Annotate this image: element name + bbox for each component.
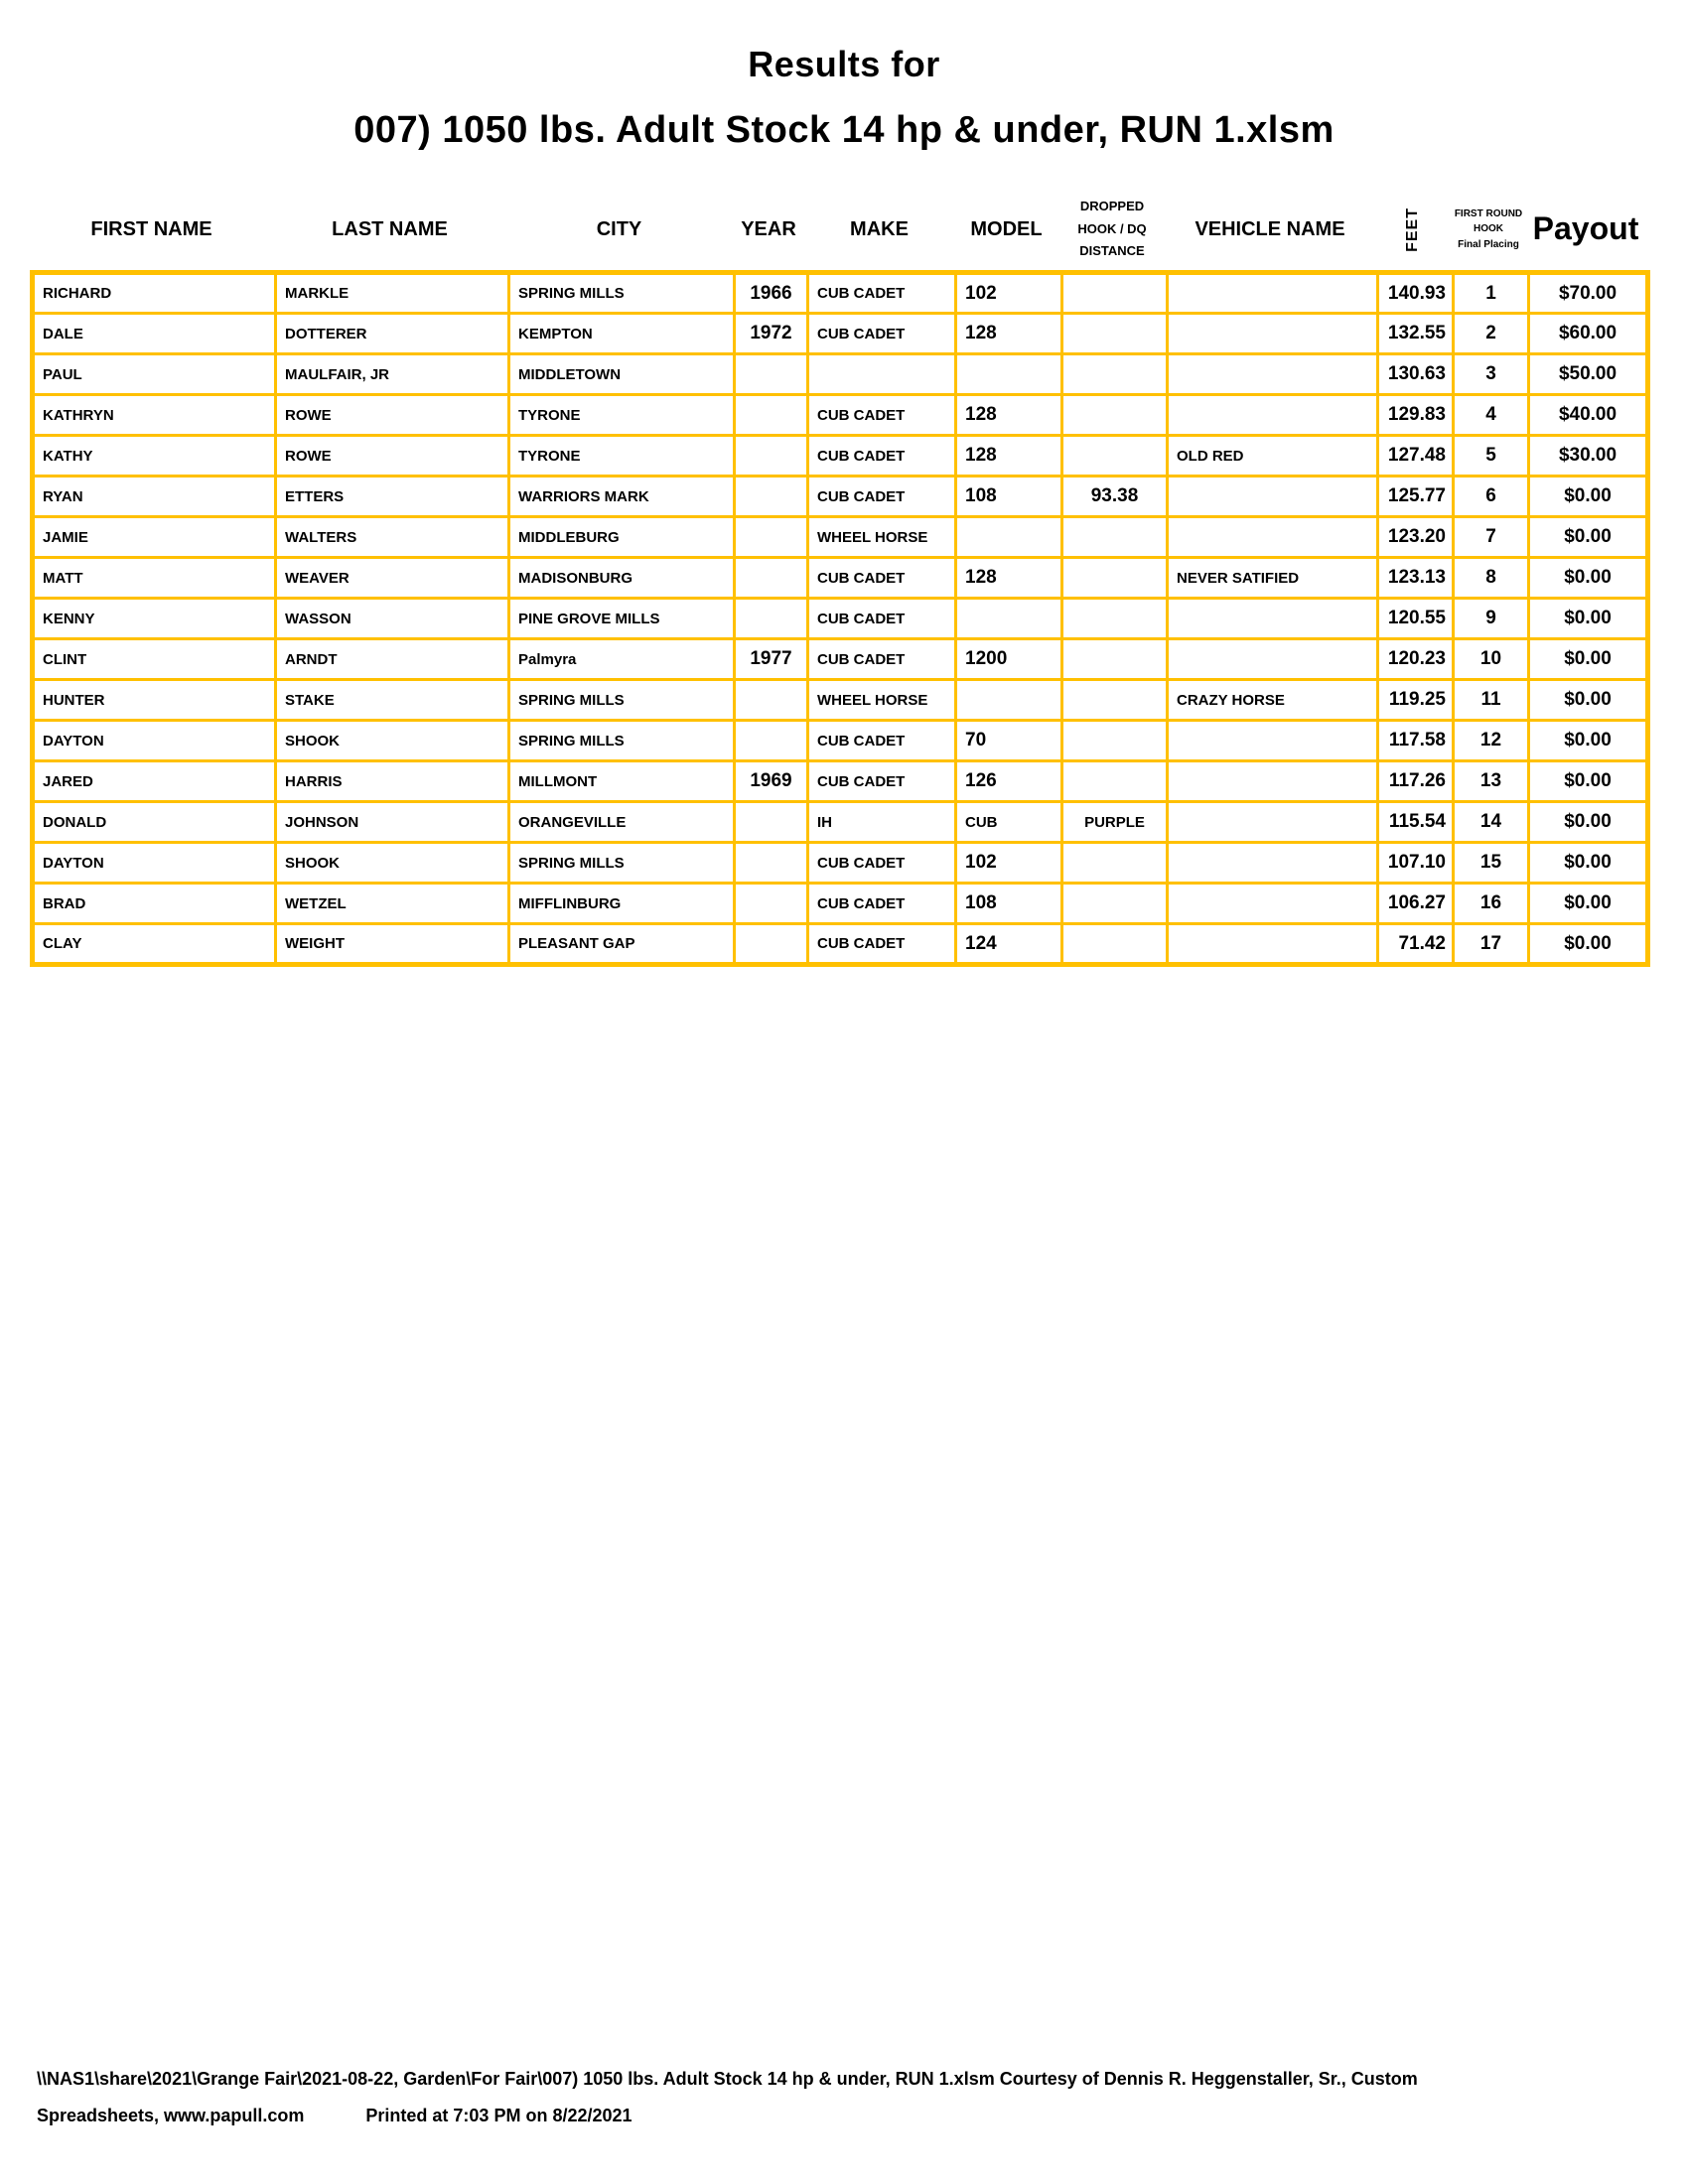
cell-dq xyxy=(1062,558,1168,599)
cell-year xyxy=(735,680,808,721)
cell-feet: 107.10 xyxy=(1378,843,1454,884)
cell-place: 1 xyxy=(1454,273,1529,314)
cell-payout: $0.00 xyxy=(1529,599,1648,639)
cell-first: KATHY xyxy=(33,436,276,477)
table-row xyxy=(33,314,1648,354)
cell-place: 15 xyxy=(1454,843,1529,884)
col-header-first-round-hook-final-placing xyxy=(1451,206,1526,253)
cell-payout: $0.00 xyxy=(1529,558,1648,599)
cell-year xyxy=(735,354,808,395)
footer-line1: \\NAS1\share\2021\Grange Fair\2021-08-22, Garden\For Fair\007) 1050 lbs. Adult Stock 14 hp & under, RUN 1.xlsm Courtesy of Dennis R. Heggenstaller, Sr., Custom xyxy=(37,2069,1418,2089)
col-header-dropped-hook-dq-distance xyxy=(1059,196,1165,263)
cell-city: MILLMONT xyxy=(509,761,735,802)
cell-dq xyxy=(1062,884,1168,924)
col-header-city: CITY xyxy=(596,218,642,240)
cell-city: PINE GROVE MILLS xyxy=(509,599,735,639)
cell-city: SPRING MILLS xyxy=(509,680,735,721)
table-row xyxy=(33,924,1648,965)
cell-first: DONALD xyxy=(33,802,276,843)
cell-city: SPRING MILLS xyxy=(509,721,735,761)
cell-year: 1977 xyxy=(735,639,808,680)
table-row xyxy=(33,395,1648,436)
cell-payout: $50.00 xyxy=(1529,354,1648,395)
footer-line2 xyxy=(37,2098,1418,2134)
cell-first: PAUL xyxy=(33,354,276,395)
cell-feet: 125.77 xyxy=(1378,477,1454,517)
cell-make: CUB CADET xyxy=(808,477,956,517)
cell-first: RICHARD xyxy=(33,273,276,314)
cell-payout: $0.00 xyxy=(1529,680,1648,721)
cell-last: HARRIS xyxy=(276,761,509,802)
cell-dq xyxy=(1062,680,1168,721)
cell-payout: $0.00 xyxy=(1529,802,1648,843)
hook-header-line2: HOOK xyxy=(1474,223,1503,235)
cell-last: JOHNSON xyxy=(276,802,509,843)
cell-last: SHOOK xyxy=(276,843,509,884)
cell-model xyxy=(956,599,1062,639)
cell-place: 2 xyxy=(1454,314,1529,354)
feet-vertical-label: FEET xyxy=(1404,206,1422,252)
table-row xyxy=(33,354,1648,395)
cell-model xyxy=(956,517,1062,558)
cell-vehicle: NEVER SATIFIED xyxy=(1168,558,1378,599)
cell-first: HUNTER xyxy=(33,680,276,721)
cell-last: WASSON xyxy=(276,599,509,639)
table-row xyxy=(33,477,1648,517)
footer-line2-left: Spreadsheets, www.papull.com xyxy=(37,2106,305,2125)
cell-vehicle: CRAZY HORSE xyxy=(1168,680,1378,721)
cell-vehicle xyxy=(1168,517,1378,558)
cell-make: WHEEL HORSE xyxy=(808,517,956,558)
cell-make: CUB CADET xyxy=(808,436,956,477)
cell-model: 1200 xyxy=(956,639,1062,680)
cell-model: 102 xyxy=(956,273,1062,314)
cell-first: BRAD xyxy=(33,884,276,924)
cell-make: CUB CADET xyxy=(808,395,956,436)
cell-payout: $0.00 xyxy=(1529,843,1648,884)
cell-year xyxy=(735,843,808,884)
table-row xyxy=(33,639,1648,680)
cell-year xyxy=(735,477,808,517)
cell-year xyxy=(735,884,808,924)
page-footer xyxy=(37,2061,1418,2134)
cell-vehicle: OLD RED xyxy=(1168,436,1378,477)
cell-payout: $0.00 xyxy=(1529,924,1648,965)
cell-feet: 127.48 xyxy=(1378,436,1454,477)
cell-dq xyxy=(1062,721,1168,761)
cell-last: ROWE xyxy=(276,395,509,436)
cell-last: SHOOK xyxy=(276,721,509,761)
page-title: Results for xyxy=(748,44,940,84)
cell-year xyxy=(735,436,808,477)
cell-feet: 130.63 xyxy=(1378,354,1454,395)
table-header-row xyxy=(30,192,1645,267)
cell-model: 108 xyxy=(956,477,1062,517)
cell-last: ETTERS xyxy=(276,477,509,517)
col-header-first-name: FIRST NAME xyxy=(90,218,212,240)
cell-year xyxy=(735,599,808,639)
cell-vehicle xyxy=(1168,924,1378,965)
cell-vehicle xyxy=(1168,721,1378,761)
cell-last: ROWE xyxy=(276,436,509,477)
cell-city: SPRING MILLS xyxy=(509,843,735,884)
footer-printed-at: Printed at 7:03 PM on 8/22/2021 xyxy=(365,2106,633,2125)
cell-city: ORANGEVILLE xyxy=(509,802,735,843)
hook-header-line1: FIRST ROUND xyxy=(1454,207,1523,219)
cell-city: MIDDLETOWN xyxy=(509,354,735,395)
col-header-feet xyxy=(1375,207,1451,252)
cell-vehicle xyxy=(1168,761,1378,802)
cell-dq xyxy=(1062,843,1168,884)
cell-model: 70 xyxy=(956,721,1062,761)
cell-first: KENNY xyxy=(33,599,276,639)
cell-dq xyxy=(1062,314,1168,354)
cell-feet: 117.58 xyxy=(1378,721,1454,761)
cell-first: JARED xyxy=(33,761,276,802)
col-header-model: MODEL xyxy=(970,218,1043,240)
cell-vehicle xyxy=(1168,395,1378,436)
cell-vehicle xyxy=(1168,354,1378,395)
cell-city: TYRONE xyxy=(509,436,735,477)
cell-first: KATHRYN xyxy=(33,395,276,436)
cell-payout: $0.00 xyxy=(1529,884,1648,924)
cell-place: 3 xyxy=(1454,354,1529,395)
cell-model: CUB xyxy=(956,802,1062,843)
table-row xyxy=(33,761,1648,802)
cell-feet: 117.26 xyxy=(1378,761,1454,802)
cell-payout: $30.00 xyxy=(1529,436,1648,477)
cell-city: WARRIORS MARK xyxy=(509,477,735,517)
col-header-payout: Payout xyxy=(1532,210,1639,247)
cell-year xyxy=(735,558,808,599)
cell-model: 128 xyxy=(956,314,1062,354)
cell-last: STAKE xyxy=(276,680,509,721)
cell-year xyxy=(735,802,808,843)
cell-year xyxy=(735,395,808,436)
cell-vehicle xyxy=(1168,314,1378,354)
cell-last: WEAVER xyxy=(276,558,509,599)
cell-make: CUB CADET xyxy=(808,558,956,599)
cell-dq xyxy=(1062,436,1168,477)
cell-feet: 132.55 xyxy=(1378,314,1454,354)
cell-vehicle xyxy=(1168,802,1378,843)
cell-model: 124 xyxy=(956,924,1062,965)
cell-feet: 71.42 xyxy=(1378,924,1454,965)
cell-dq xyxy=(1062,599,1168,639)
cell-payout: $0.00 xyxy=(1529,761,1648,802)
cell-make: WHEEL HORSE xyxy=(808,680,956,721)
cell-payout: $0.00 xyxy=(1529,517,1648,558)
cell-make: CUB CADET xyxy=(808,273,956,314)
cell-make: CUB CADET xyxy=(808,761,956,802)
cell-year: 1969 xyxy=(735,761,808,802)
col-header-make: MAKE xyxy=(850,218,909,240)
cell-feet: 123.20 xyxy=(1378,517,1454,558)
cell-place: 13 xyxy=(1454,761,1529,802)
cell-model xyxy=(956,680,1062,721)
cell-city: MIDDLEBURG xyxy=(509,517,735,558)
cell-vehicle xyxy=(1168,884,1378,924)
cell-dq xyxy=(1062,273,1168,314)
cell-place: 12 xyxy=(1454,721,1529,761)
cell-place: 6 xyxy=(1454,477,1529,517)
cell-make: CUB CADET xyxy=(808,924,956,965)
cell-year xyxy=(735,924,808,965)
cell-model: 126 xyxy=(956,761,1062,802)
cell-dq xyxy=(1062,639,1168,680)
table-row xyxy=(33,843,1648,884)
table-row xyxy=(33,273,1648,314)
cell-dq xyxy=(1062,354,1168,395)
cell-vehicle xyxy=(1168,843,1378,884)
cell-last: WEIGHT xyxy=(276,924,509,965)
cell-first: DAYTON xyxy=(33,721,276,761)
cell-year: 1972 xyxy=(735,314,808,354)
cell-first: JAMIE xyxy=(33,517,276,558)
cell-payout: $0.00 xyxy=(1529,477,1648,517)
cell-make: CUB CADET xyxy=(808,639,956,680)
cell-place: 16 xyxy=(1454,884,1529,924)
table-row xyxy=(33,884,1648,924)
cell-feet: 119.25 xyxy=(1378,680,1454,721)
cell-vehicle xyxy=(1168,477,1378,517)
cell-last: MAULFAIR, JR xyxy=(276,354,509,395)
cell-feet: 115.54 xyxy=(1378,802,1454,843)
cell-last: WETZEL xyxy=(276,884,509,924)
cell-year xyxy=(735,721,808,761)
cell-city: PLEASANT GAP xyxy=(509,924,735,965)
col-header-last-name: LAST NAME xyxy=(332,218,448,240)
table-row xyxy=(33,436,1648,477)
cell-dq: PURPLE xyxy=(1062,802,1168,843)
cell-vehicle xyxy=(1168,599,1378,639)
table-row xyxy=(33,680,1648,721)
results-table-body xyxy=(33,273,1648,965)
cell-first: DAYTON xyxy=(33,843,276,884)
dq-header-line3: DISTANCE xyxy=(1079,243,1145,259)
cell-dq xyxy=(1062,517,1168,558)
page-subtitle: 007) 1050 lbs. Adult Stock 14 hp & under, RUN 1.xlsm xyxy=(353,109,1335,151)
dq-header-line1: DROPPED xyxy=(1079,198,1145,213)
cell-city: KEMPTON xyxy=(509,314,735,354)
cell-first: CLINT xyxy=(33,639,276,680)
cell-year xyxy=(735,517,808,558)
table-row xyxy=(33,599,1648,639)
cell-first: MATT xyxy=(33,558,276,599)
cell-make: CUB CADET xyxy=(808,314,956,354)
cell-city: SPRING MILLS xyxy=(509,273,735,314)
cell-payout: $0.00 xyxy=(1529,639,1648,680)
cell-make: IH xyxy=(808,802,956,843)
cell-make: CUB CADET xyxy=(808,599,956,639)
cell-last: WALTERS xyxy=(276,517,509,558)
cell-payout: $60.00 xyxy=(1529,314,1648,354)
cell-place: 17 xyxy=(1454,924,1529,965)
cell-model xyxy=(956,354,1062,395)
cell-feet: 106.27 xyxy=(1378,884,1454,924)
cell-first: CLAY xyxy=(33,924,276,965)
col-header-year: YEAR xyxy=(741,218,796,240)
cell-year: 1966 xyxy=(735,273,808,314)
dq-header-line2: HOOK / DQ xyxy=(1077,220,1147,236)
cell-city: MIFFLINBURG xyxy=(509,884,735,924)
cell-place: 8 xyxy=(1454,558,1529,599)
cell-feet: 140.93 xyxy=(1378,273,1454,314)
table-row xyxy=(33,517,1648,558)
cell-feet: 129.83 xyxy=(1378,395,1454,436)
cell-place: 14 xyxy=(1454,802,1529,843)
cell-model: 128 xyxy=(956,436,1062,477)
cell-dq: 93.38 xyxy=(1062,477,1168,517)
cell-last: DOTTERER xyxy=(276,314,509,354)
cell-feet: 120.55 xyxy=(1378,599,1454,639)
cell-place: 4 xyxy=(1454,395,1529,436)
cell-make: CUB CADET xyxy=(808,843,956,884)
table-row xyxy=(33,558,1648,599)
cell-vehicle xyxy=(1168,273,1378,314)
col-header-vehicle-name: VEHICLE NAME xyxy=(1195,218,1345,240)
cell-city: Palmyra xyxy=(509,639,735,680)
cell-model: 102 xyxy=(956,843,1062,884)
table-row xyxy=(33,721,1648,761)
cell-make: CUB CADET xyxy=(808,721,956,761)
cell-make xyxy=(808,354,956,395)
cell-make: CUB CADET xyxy=(808,884,956,924)
cell-dq xyxy=(1062,924,1168,965)
cell-place: 10 xyxy=(1454,639,1529,680)
cell-feet: 120.23 xyxy=(1378,639,1454,680)
cell-vehicle xyxy=(1168,639,1378,680)
cell-payout: $70.00 xyxy=(1529,273,1648,314)
cell-payout: $40.00 xyxy=(1529,395,1648,436)
cell-city: TYRONE xyxy=(509,395,735,436)
cell-place: 11 xyxy=(1454,680,1529,721)
cell-last: ARNDT xyxy=(276,639,509,680)
cell-place: 7 xyxy=(1454,517,1529,558)
cell-dq xyxy=(1062,395,1168,436)
hook-header-line3: Final Placing xyxy=(1458,238,1519,250)
table-row xyxy=(33,802,1648,843)
cell-first: RYAN xyxy=(33,477,276,517)
cell-model: 108 xyxy=(956,884,1062,924)
cell-feet: 123.13 xyxy=(1378,558,1454,599)
cell-first: DALE xyxy=(33,314,276,354)
cell-place: 9 xyxy=(1454,599,1529,639)
cell-dq xyxy=(1062,761,1168,802)
cell-model: 128 xyxy=(956,395,1062,436)
cell-place: 5 xyxy=(1454,436,1529,477)
cell-last: MARKLE xyxy=(276,273,509,314)
cell-payout: $0.00 xyxy=(1529,721,1648,761)
cell-city: MADISONBURG xyxy=(509,558,735,599)
results-table xyxy=(30,270,1650,967)
cell-model: 128 xyxy=(956,558,1062,599)
